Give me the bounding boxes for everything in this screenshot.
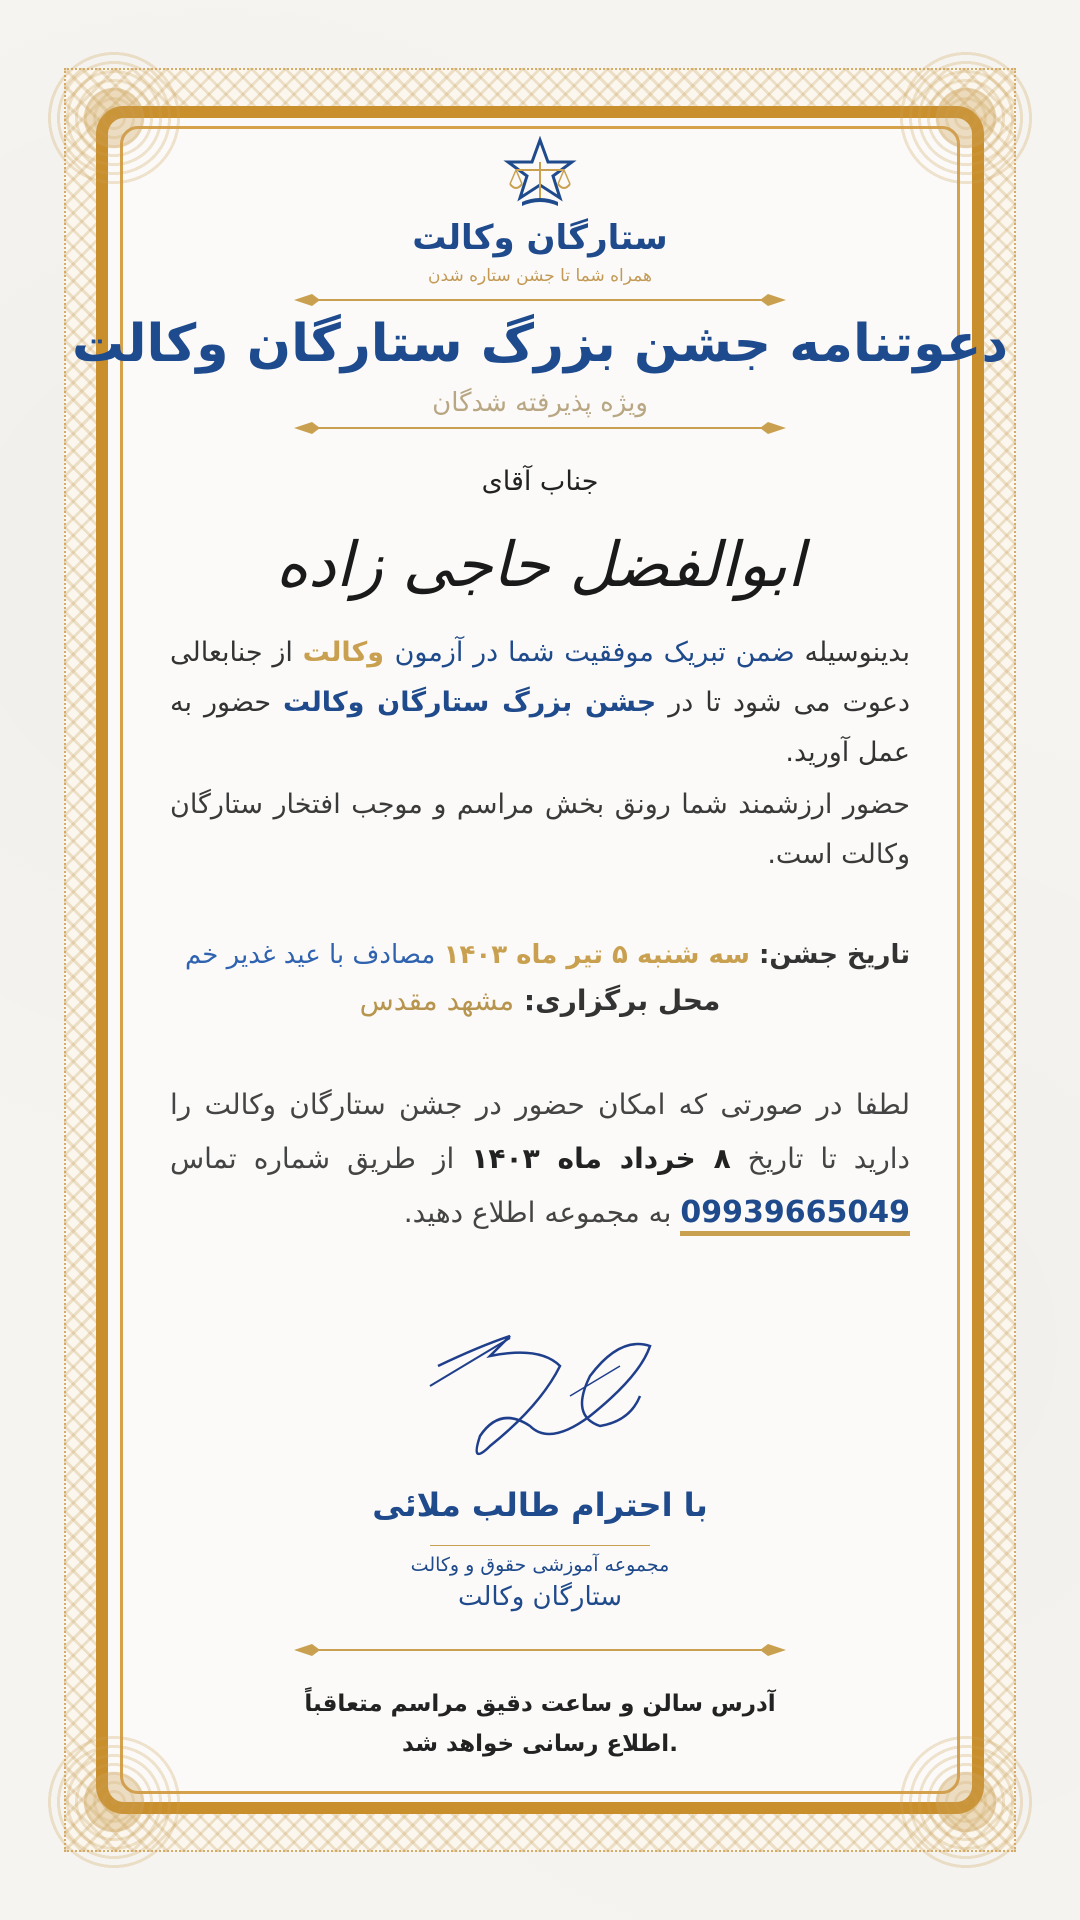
footer-note-line-2: اطلاع رسانی خواهد شد.: [402, 1731, 678, 1757]
p1-text-3: حضور به عمل آورید.: [170, 687, 910, 768]
event-venue-label: محل برگزاری:: [514, 984, 721, 1017]
rsvp-text-1: لطفا در صورتی که امکان حضور در جشن ستارگان وکالت را دارید تا تاریخ: [170, 1088, 911, 1175]
p1-event-name: جشن بزرگ ستارگان وکالت: [283, 687, 657, 718]
footer-note-line-1: آدرس سالن و ساعت دقیق مراسم متعاقباً: [304, 1691, 776, 1717]
rsvp-paragraph: [170, 1078, 910, 1240]
invitation-title: [0, 314, 1080, 374]
p1-congrats: ضمن تبریک موفقیت شما در آزمون: [394, 637, 795, 668]
star-scales-logo-icon: [490, 136, 590, 216]
p1-text-2: از جنابعالی دعوت می شود تا در: [170, 637, 910, 718]
ornamental-divider-footer: [290, 1640, 790, 1660]
title-part1: دعوتنامه: [771, 314, 1009, 374]
invitation-paragraph-2: حضور ارزشمند شما رونق بخش مراسم و موجب افتخار ستارگان وکالت است.: [170, 789, 910, 870]
signature-rule: [430, 1545, 650, 1546]
event-venue-line: [0, 984, 1080, 1017]
corner-ornament-top-left: [44, 48, 184, 188]
title-part2: جشن: [633, 314, 772, 374]
salutation: جناب آقای: [481, 466, 599, 497]
corner-ornament-top-right: [896, 48, 1036, 188]
invitation-paragraph-1: [170, 628, 910, 778]
footer-note: [0, 1684, 1080, 1764]
recipient-name: ابوالفضل حاجی زاده: [275, 528, 805, 601]
handwritten-signature: [420, 1326, 660, 1476]
event-date-label: تاریخ جشن:: [749, 940, 910, 970]
ornamental-divider-bottom: [290, 418, 790, 438]
brand-tagline: همراه شما تا جشن ستاره شدن: [428, 266, 652, 286]
rsvp-deadline: ۸ خرداد ماه ۱۴۰۳: [471, 1142, 731, 1175]
organization-name: ستارگان وکالت: [457, 1582, 623, 1612]
event-date-line: [170, 932, 910, 978]
closing-regards: با احترام طالب ملائی: [372, 1486, 708, 1524]
event-date-value: سه شنبه ۵ تیر ماه ۱۴۰۳: [443, 940, 750, 970]
ornamental-divider-top: [290, 290, 790, 310]
invitation-subtitle: ویژه پذیرفته شدگان: [432, 388, 648, 418]
p1-exam-name: وکالت: [302, 637, 395, 668]
title-part3: بزرگ ستارگان وکالت: [71, 314, 634, 374]
p1-text-1: بدینوسیله: [794, 637, 910, 668]
rsvp-phone-number[interactable]: 09939665049: [680, 1195, 910, 1236]
rsvp-text-2: از طریق شماره تماس: [170, 1142, 472, 1175]
brand-name: ستارگان وکالت: [412, 218, 668, 258]
event-date-note: مصادف با عید غدیر خم: [184, 940, 444, 970]
event-venue-value: مشهد مقدس: [359, 984, 515, 1017]
organization-description: مجموعه آموزشی حقوق و وکالت: [410, 1554, 670, 1576]
rsvp-text-3: به مجموعه اطلاع دهید.: [403, 1196, 681, 1229]
